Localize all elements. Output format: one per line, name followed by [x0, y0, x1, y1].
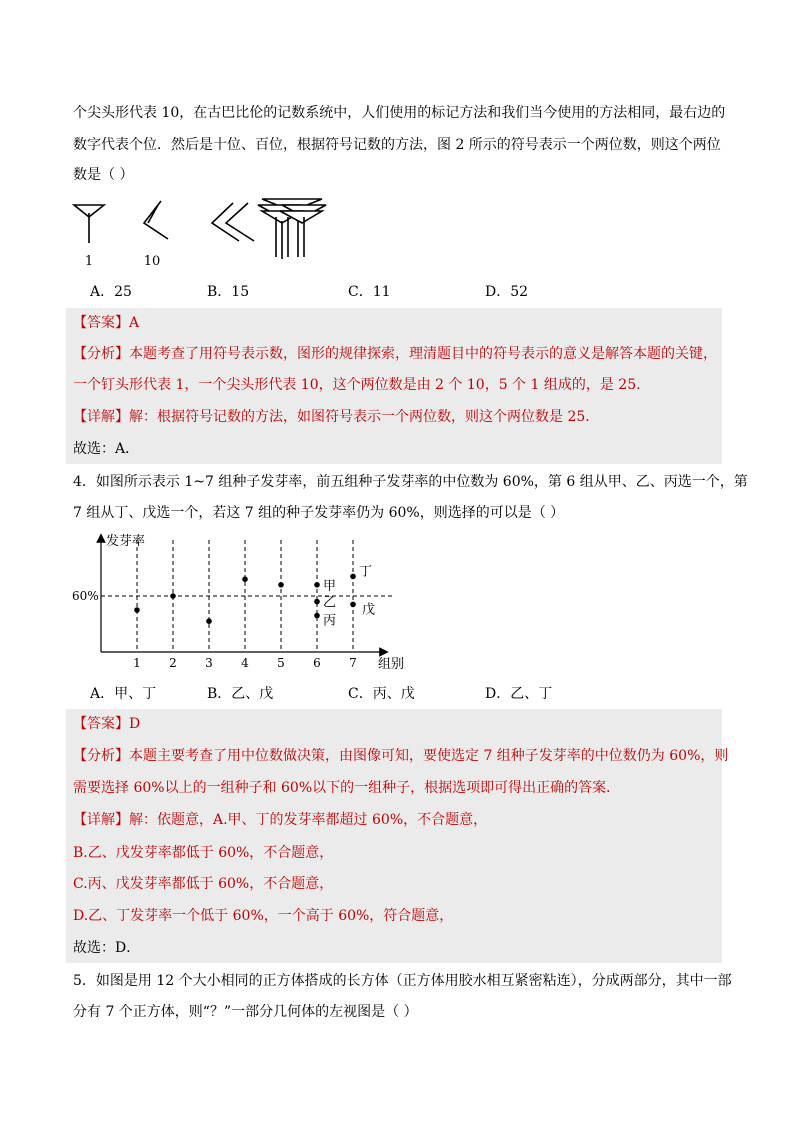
q3-stem-line-3: 数是（ ） [73, 167, 134, 183]
q3-stem-line-1: 个尖头形代表 10，在古巴比伦的记数系统中，人们使用的标记方法和我们当今使用的方法相同，最右边的 [73, 105, 726, 121]
q4-option-c[interactable]: C．丙、戊 [348, 686, 415, 702]
data-point-甲 [314, 582, 320, 588]
q4-choice: 故选：D． [73, 940, 141, 956]
x-tick-label: 4 [241, 656, 249, 670]
q4-detail-line-1 [73, 810, 487, 830]
q4-detail-line-3: C.丙、戊发芽率都低于 60%，不合题意， [73, 876, 334, 892]
data-point-戊 [350, 602, 356, 608]
point-label: 乙 [323, 595, 337, 611]
q3-option-a[interactable]: A．25 [90, 284, 132, 300]
nail-symbol [74, 205, 104, 243]
x-tick-label: 1 [133, 656, 141, 670]
reference-label: 60% [72, 589, 99, 603]
wedge-symbol [144, 201, 168, 239]
point-label: 丙 [323, 613, 337, 629]
data-point [278, 582, 284, 588]
q4-option-b[interactable]: B．乙、戊 [207, 686, 274, 702]
two-wedges-symbol [212, 203, 254, 241]
q3-choice: 故选：A． [73, 441, 140, 457]
q3-analysis-line-2: 一个钉头形代表 1，一个尖头形代表 10，这个两位数是由 2 个 10，5 个 1 组成的，是 25． [73, 377, 651, 393]
q3-stem-line-2: 数字代表个位．然后是十位、百位，根据符号记数的方法，图 2 所示的符号表示一个两位数，则这个两位 [73, 137, 721, 153]
answer-value: D [129, 716, 141, 732]
data-point-丁 [350, 574, 356, 580]
answer-value: A [129, 315, 140, 331]
q4-option-a[interactable]: A．甲、丁 [90, 686, 157, 702]
data-point [242, 576, 248, 582]
q4-option-d[interactable]: D．乙、丁 [485, 686, 553, 702]
q5-stem-line-2: 分有 7 个正方体，则“？”一部分几何体的左视图是（ ） [73, 1004, 418, 1020]
q5-stem-line-1: 5．如图是用 12 个大小相同的正方体搭成的长方体（正方体用胶水相互紧密粘连），分成两部分，其中一部 [73, 973, 732, 989]
data-point [206, 618, 212, 624]
q4-answer [73, 714, 140, 734]
detail-text: 解：依题意，A.甲、丁的发芽率都超过 60%，不合题意， [129, 812, 488, 828]
x-axis-label: 组别 [378, 657, 405, 672]
y-axis-label: 发芽率 [106, 534, 146, 549]
nail-label: 1 [84, 254, 94, 269]
q3-detail [73, 407, 599, 427]
q4-stem-line-1: 4．如图所示表示 1~7 组种子发芽率，前五组种子发芽率的中位数为 60%，第 6 组从甲、乙、丙选一个，第 [73, 474, 748, 490]
wedge-label: 10 [143, 254, 161, 269]
analysis-tag: 【分析】 [73, 748, 129, 764]
detail-tag: 【详解】 [73, 409, 129, 425]
germination-chart [66, 528, 416, 673]
point-label: 甲 [323, 578, 337, 594]
analysis-text: 本题主要考查了用中位数做决策，由图像可知，要使选定 7 组种子发芽率的中位数仍为 60%，则 [129, 748, 729, 764]
x-tick-label: 5 [277, 656, 285, 670]
q4-detail-line-2: B.乙、戊发芽率都低于 60%，不合题意， [73, 845, 334, 861]
analysis-text: 本题考查了用符号表示数，图形的规律探索，理清题目中的符号表示的意义是解答本题的关键， [129, 346, 717, 362]
q4-analysis-line-2: 需要选择 60%以上的一组种子和 60%以下的一组种子，根据选项即可得出正确的答案． [73, 780, 621, 796]
q4-stem-line-2: 7 组从丁、戊选一个，若这 7 组的种子发芽率仍为 60%，则选择的可以是（ ） [73, 505, 565, 521]
data-point [134, 607, 140, 613]
point-label: 戊 [362, 602, 376, 618]
five-nails-symbol [258, 199, 326, 259]
answer-tag: 【答案】 [73, 315, 129, 331]
q3-option-c[interactable]: C．11 [348, 284, 391, 300]
answer-tag: 【答案】 [73, 716, 129, 732]
cuneiform-figure [66, 195, 336, 270]
q3-option-b[interactable]: B．15 [207, 284, 250, 300]
q3-answer [73, 313, 139, 333]
analysis-tag: 【分析】 [73, 346, 129, 362]
x-tick-label: 3 [205, 656, 213, 670]
detail-text: 解：根据符号记数的方法，如图符号表示一个两位数，则这个两位数是 25． [129, 409, 600, 425]
q4-analysis-line-1 [73, 746, 728, 766]
x-tick-label: 6 [313, 656, 321, 670]
detail-tag: 【详解】 [73, 812, 129, 828]
x-tick-label: 7 [349, 656, 357, 670]
q3-analysis-line-1 [73, 344, 717, 364]
data-point-丙 [314, 613, 320, 619]
q4-detail-line-4: D.乙、丁发芽率一个低于 60%，一个高于 60%，符合题意， [73, 908, 454, 924]
q3-option-d[interactable]: D．52 [485, 284, 529, 300]
x-tick-label: 2 [169, 656, 177, 670]
data-point-乙 [314, 599, 320, 605]
point-label: 丁 [359, 564, 373, 580]
data-point [170, 593, 176, 599]
